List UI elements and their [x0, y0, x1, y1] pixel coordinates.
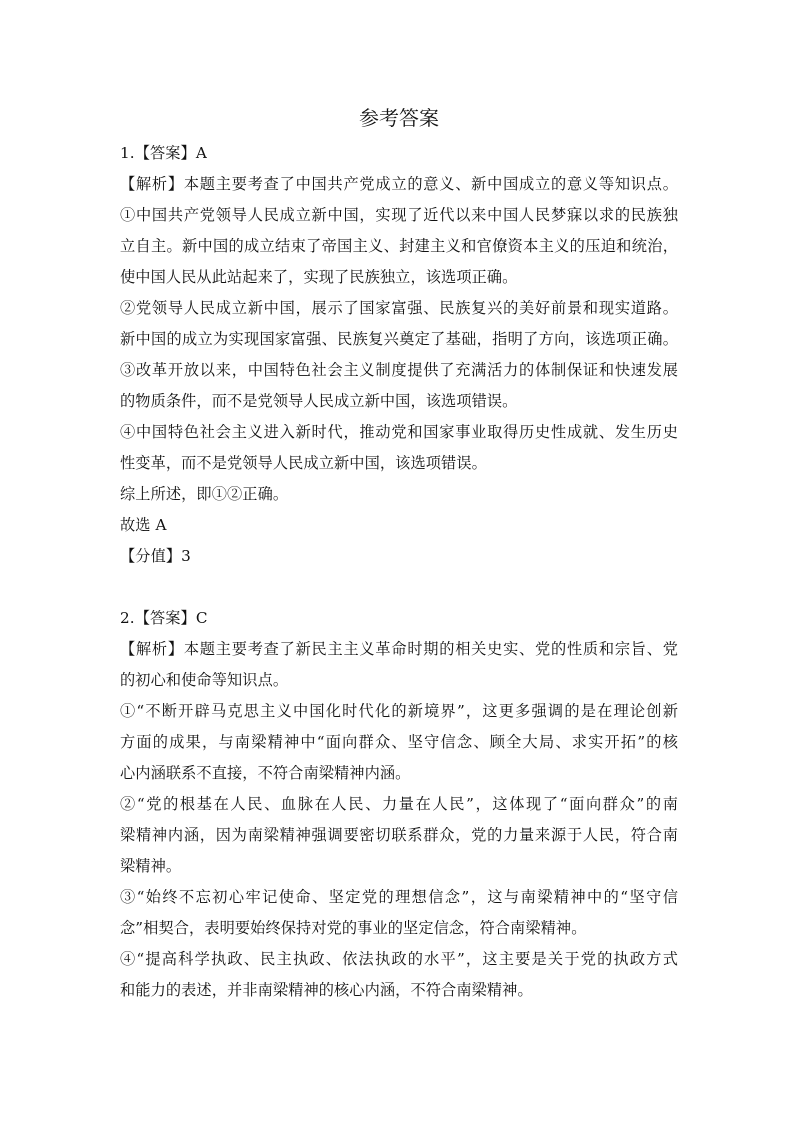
question-2-line: 和能力的表述，并非南梁精神的核心内涵，不符合南梁精神。	[120, 981, 533, 999]
question-1-line: 【解析】本题主要考查了中国共产党成立的意义、新中国成立的意义等知识点。	[120, 175, 678, 193]
question-2-line: 心内涵联系不直接，不符合南梁精神内涵。	[120, 764, 411, 782]
question-2-line: 梁精神内涵，因为南梁精神强调要密切联系群众，党的力量来源于人民，符合南	[120, 826, 678, 844]
question-2-line: 方面的成果，与南梁精神中“面向群众、坚守信念、顾全大局、求实开拓”的核	[120, 733, 678, 751]
page-title: 参考答案	[359, 106, 439, 130]
answer-document	[120, 100, 678, 1006]
question-2-line: 【解析】本题主要考查了新民主主义革命时期的相关史实、党的性质和宗旨、党	[120, 640, 678, 658]
question-1-choice: 故选 A	[120, 516, 167, 534]
question-1-section	[120, 138, 678, 572]
question-2-line: ①“不断开辟马克思主义中国化时代化的新境界”，这更多强调的是在理论创新	[120, 702, 678, 720]
question-1-line: 立自主。新中国的成立结束了帝国主义、封建主义和官僚资本主义的压迫和统治，	[120, 237, 678, 255]
question-2-line: ②“党的根基在人民、血脉在人民、力量在人民”，这体现了“面向群众”的南	[120, 795, 678, 813]
question-2-line: ③“始终不忘初心牢记使命、坚定党的理想信念”，这与南梁精神中的“坚守信	[120, 888, 678, 906]
question-2-answer: 2.【答案】C	[120, 609, 208, 627]
question-1-line: 使中国人民从此站起来了，实现了民族独立，该选项正确。	[120, 268, 518, 286]
question-2-section	[120, 603, 678, 1006]
question-1-score: 【分值】3	[120, 547, 191, 565]
question-1-line: ③改革开放以来，中国特色社会主义制度提供了充满活力的体制保证和快速发展	[120, 361, 678, 379]
section-spacer	[120, 572, 678, 603]
question-1-summary: 综上所述，即①②正确。	[120, 485, 289, 503]
question-1-line: 性变革，而不是党领导人民成立新中国，该选项错误。	[120, 454, 487, 472]
question-1-answer: 1.【答案】A	[120, 144, 207, 162]
question-2-line: 梁精神。	[120, 857, 182, 875]
question-2-line: ④“提高科学执政、民主执政、依法执政的水平”，这主要是关于党的执政方式	[120, 950, 678, 968]
question-1-line: ②党领导人民成立新中国，展示了国家富强、民族复兴的美好前景和现实道路。	[120, 299, 678, 317]
question-1-line: 新中国的成立为实现国家富强、民族复兴奠定了基础，指明了方向，该选项正确。	[120, 330, 678, 348]
question-2-line: 念”相契合，表明要始终保持对党的事业的坚定信念，符合南梁精神。	[120, 919, 587, 937]
question-1-line: ①中国共产党领导人民成立新中国，实现了近代以来中国人民梦寐以求的民族独	[120, 206, 678, 224]
question-1-line: 的物质条件，而不是党领导人民成立新中国，该选项错误。	[120, 392, 518, 410]
question-1-line: ④中国特色社会主义进入新时代，推动党和国家事业取得历史性成就、发生历史	[120, 423, 678, 441]
question-2-line: 的初心和使命等知识点。	[120, 671, 289, 689]
